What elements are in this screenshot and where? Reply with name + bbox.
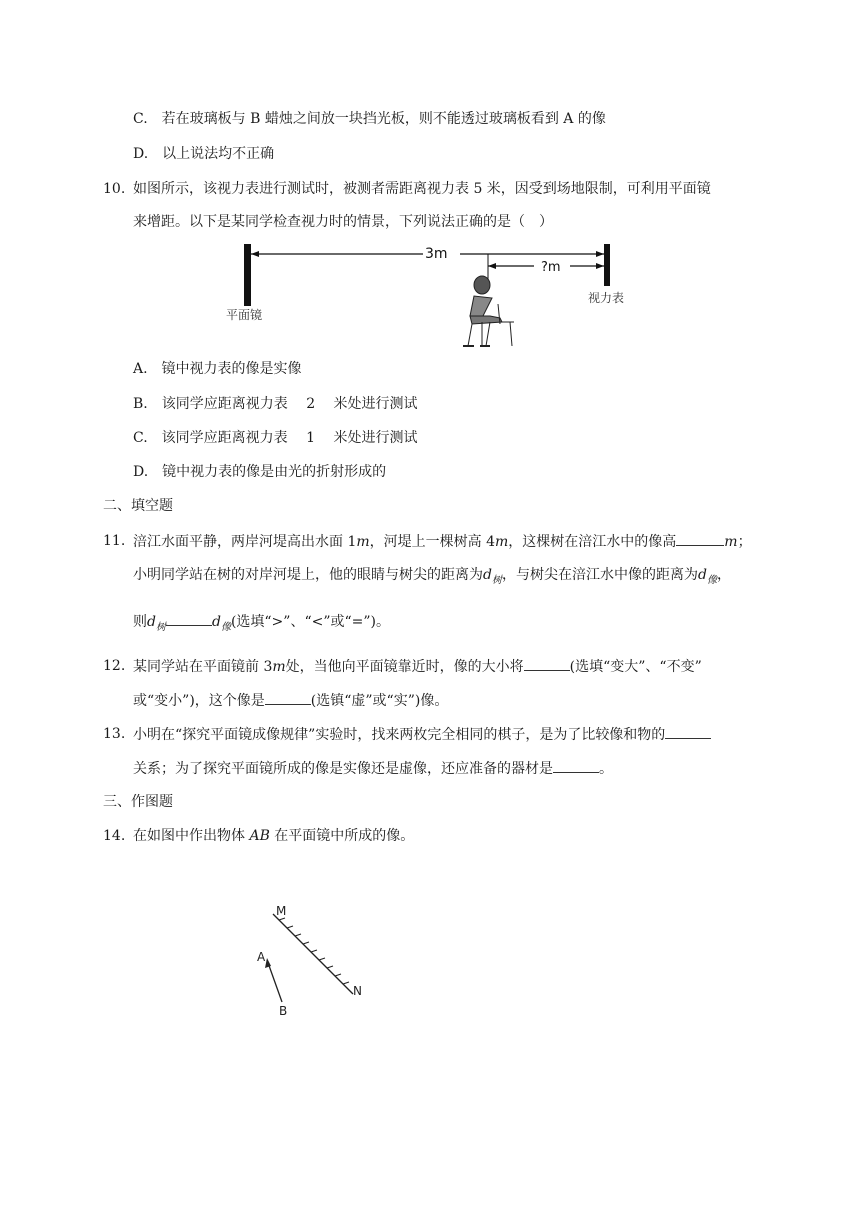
- q10-option-d: D. 镜中视力表的像是由光的折射形成的: [133, 464, 387, 480]
- mirror-bar: [244, 244, 251, 306]
- question-text: 如图所示，该视力表进行测试时，被测者需距离视力表 5 米，因受到场地限制，可利用平面镜: [133, 181, 711, 197]
- section-heading: 二、填空题: [103, 498, 173, 514]
- mirror-label: 平面镜: [226, 308, 263, 322]
- answer-blank[interactable]: [553, 758, 599, 773]
- eye-chart-bar: [604, 244, 610, 286]
- question-text: 小明在“探究平面镜成像规律”实验时，找来两枚完全相同的棋子，是为了比较像和物的: [133, 724, 711, 745]
- question-text: 则$d_树$ $d_像$(选填“>”、“<”或“=”)。: [133, 611, 390, 638]
- q9-option-c: C. 若在玻璃板与 B 蜡烛之间放一块挡光板，则不能透过玻璃板看到 A 的像: [133, 111, 606, 127]
- question-text: 在如图中作出物体 AB 在平面镜中所成的像。: [133, 828, 415, 844]
- question-text: 来增距。以下是某同学检查视力时的情景，下列说法正确的是（ ）: [133, 214, 553, 230]
- question-number: 11.: [103, 533, 126, 549]
- question-text: 涪江水面平静，两岸河堤高出水面 1m，河堤上一棵树高 4m，这棵树在涪江水中的像高 m；: [133, 531, 752, 552]
- q10-option-b: B. 该同学应距离视力表 2 米处进行测试: [133, 396, 418, 412]
- point-m-label: M: [276, 904, 287, 918]
- distance-unknown-label: ?m: [541, 260, 561, 275]
- eye-chart-label: 视力表: [588, 291, 625, 305]
- answer-blank[interactable]: [524, 656, 570, 671]
- point-n-label: N: [353, 984, 362, 998]
- point-b-label: B: [279, 1004, 288, 1018]
- question-number: 12.: [103, 658, 126, 674]
- point-a-label: A: [257, 950, 266, 964]
- question-text: 某同学站在平面镜前 3m处，当他向平面镜靠近时，像的大小将 (选填“变大”、“不变”: [133, 656, 702, 677]
- q10-option-a: A. 镜中视力表的像是实像: [133, 361, 302, 377]
- mirror-ab-figure: [245, 898, 385, 1023]
- distance-3m-label: 3m: [425, 246, 448, 262]
- eye-test-figure: [220, 238, 640, 353]
- seated-person-icon: [463, 276, 514, 346]
- question-text: 或“变小”)，这个像是 (选镇“虚”或“实”)像。: [133, 690, 448, 711]
- answer-blank[interactable]: [665, 724, 711, 739]
- q9-option-d: D. 以上说法均不正确: [133, 146, 275, 162]
- answer-blank[interactable]: [166, 611, 212, 626]
- question-text: 小明同学站在树的对岸河堤上，他的眼睛与树尖的距离为$d_树$，与树尖在涪江水中像的距离为$d_像$，: [133, 567, 731, 586]
- section-heading: 三、作图题: [103, 794, 173, 810]
- answer-blank[interactable]: [676, 531, 724, 546]
- question-number: 14.: [103, 828, 126, 844]
- answer-blank[interactable]: [265, 690, 311, 705]
- question-number: 10.: [103, 181, 126, 197]
- question-number: 13.: [103, 726, 126, 742]
- question-text: 关系；为了探究平面镜所成的像是实像还是虚像，还应准备的器材是 。: [133, 758, 613, 779]
- q10-option-c: C. 该同学应距离视力表 1 米处进行测试: [133, 430, 418, 446]
